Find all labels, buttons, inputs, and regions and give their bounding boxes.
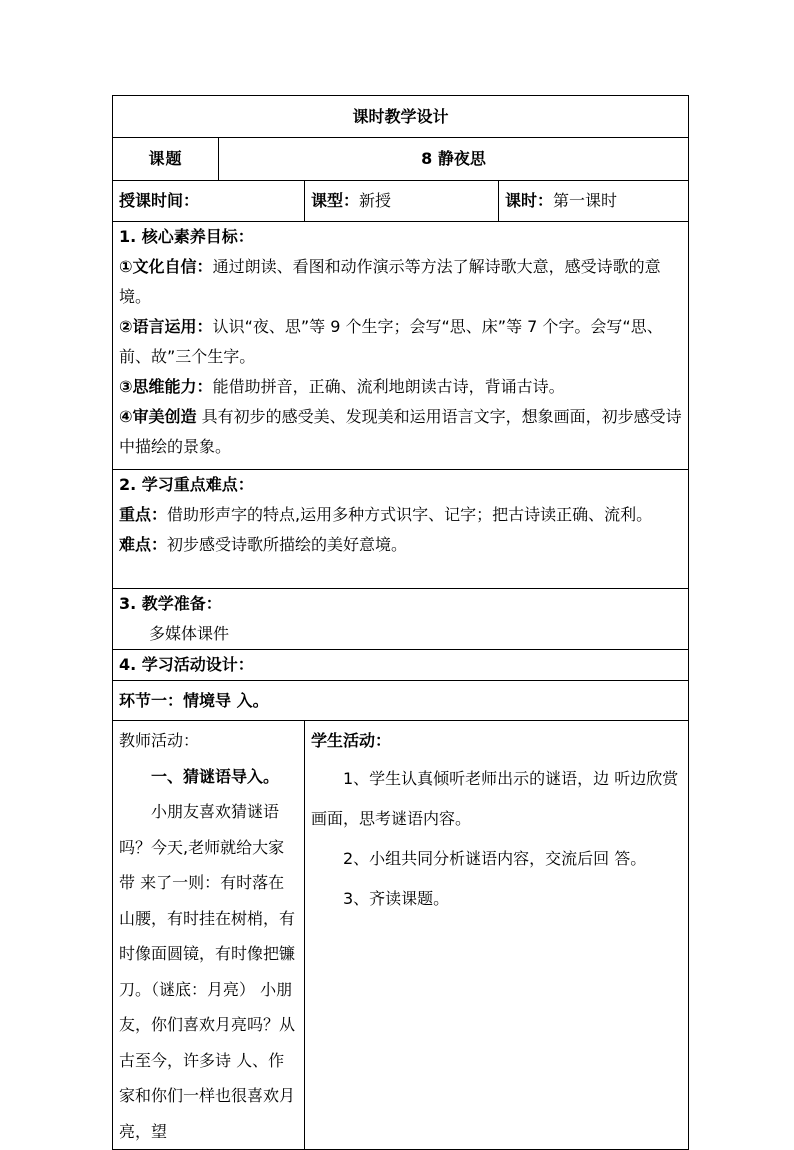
objectives-heading: 1. 核心素养目标： <box>119 227 254 246</box>
goal-culture-label: ①文化自信： <box>119 257 213 276</box>
student-activity-item: 3、齐读课题。 <box>343 889 450 908</box>
lesson-plan <box>112 95 688 1150</box>
key-point <box>119 500 682 530</box>
preparation-content: 多媒体课件 <box>149 624 230 643</box>
activity-design-heading: 4. 学习活动设计： <box>113 650 689 681</box>
key-point-text: 借助形声字的特点,运用多种方式识字、记字；把古诗读正确、流利。 <box>167 505 653 524</box>
topic-value: 8 静夜思 <box>219 138 689 181</box>
lesson-type-value: 新授 <box>359 191 392 210</box>
key-points-heading: 2. 学习重点难点： <box>119 475 254 494</box>
goal-aesthetics-label: ④审美创造 <box>119 407 197 426</box>
goal-culture <box>119 252 682 312</box>
objectives-cell <box>113 222 689 470</box>
period-value: 第一课时 <box>553 191 618 210</box>
lesson-type-label: 课型： <box>311 191 360 210</box>
goal-culture-text: 通过朗读、看图和动作演示等方法了解诗歌大意，感受诗歌的意境。 <box>119 257 661 306</box>
class-time-cell <box>113 181 305 222</box>
period-label: 课时： <box>505 191 554 210</box>
goal-language-text: 认识“夜、思”等 9 个生字；会写“思、床”等 7 个字。会写“思、前、故”三个生字。 <box>119 317 663 366</box>
activity-design-row <box>113 650 689 681</box>
stage-title: 环节一：情境导 入。 <box>113 681 689 721</box>
teacher-activities-cell <box>113 721 305 1150</box>
key-points-row <box>113 470 689 589</box>
period-cell <box>499 181 689 222</box>
difficulty <box>119 530 682 560</box>
teacher-activities-text: 小朋友喜欢猜谜语吗？今天,老师就给大家带 来了一则：有时落在山腰，有时挂在树梢，有时像面圆镜，有时像把镰刀。（谜底：月亮） 小朋友，你们喜欢月亮吗？从古至今，许多诗 人、作家和你们一样也很喜欢月亮，望 <box>119 802 296 1141</box>
info-row <box>113 181 689 222</box>
preparation-heading: 3. 教学准备： <box>119 594 222 613</box>
teacher-subheading: 一、猜谜语导入。 <box>151 766 280 786</box>
student-activities-label: 学生活动： <box>311 731 392 750</box>
objectives-row <box>113 222 689 470</box>
stage-row <box>113 681 689 721</box>
preparation-cell <box>113 589 689 650</box>
key-point-label: 重点： <box>119 505 168 524</box>
goal-thinking-text: 能借助拼音，正确、流利地朗读古诗，背诵古诗。 <box>212 377 565 396</box>
activities-row <box>113 721 689 1150</box>
difficulty-label: 难点： <box>119 535 168 554</box>
topic-row <box>113 138 689 181</box>
preparation-row <box>113 589 689 650</box>
key-points-cell <box>113 470 689 589</box>
goal-thinking-label: ③思维能力： <box>119 377 213 396</box>
student-activities-cell <box>305 721 689 1150</box>
topic-label: 课题 <box>113 138 219 181</box>
lesson-type-cell <box>305 181 499 222</box>
lesson-plan-table <box>112 95 689 1150</box>
goal-language <box>119 312 682 372</box>
goal-aesthetics-text: 具有初步的感受美、发现美和运用语言文字，想象画面，初步感受诗中描绘的景象。 <box>119 407 682 456</box>
student-activity-item: 2、小组共同分析谜语内容，交流后回 答。 <box>343 849 647 868</box>
student-activity-item: 1、学生认真倾听老师出示的谜语，边 听边欣赏画面，思考谜语内容。 <box>311 769 679 828</box>
goal-language-label: ②语言运用： <box>119 317 213 336</box>
goal-thinking <box>119 372 682 402</box>
document-title: 课时教学设计 <box>113 96 689 138</box>
title-row <box>113 96 689 138</box>
difficulty-text: 初步感受诗歌所描绘的美好意境。 <box>167 535 408 554</box>
goal-aesthetics <box>119 402 682 462</box>
teacher-activities-label: 教师活动： <box>119 731 200 750</box>
class-time-label: 授课时间： <box>119 191 200 210</box>
